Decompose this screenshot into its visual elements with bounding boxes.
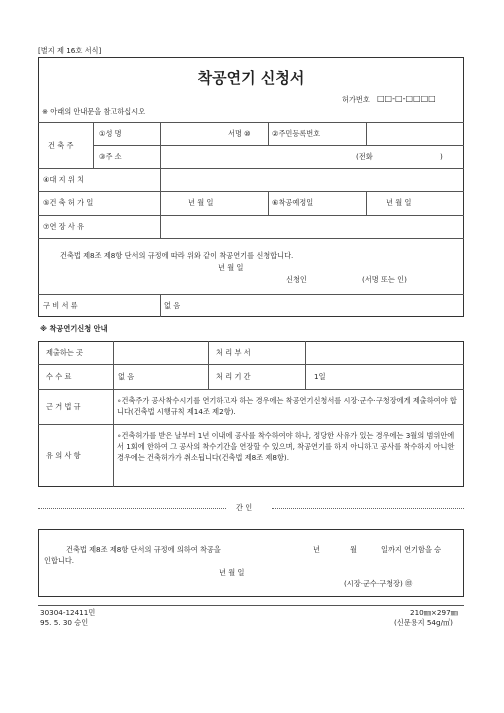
caution-text: ∘건축허가를 받은 날부터 1년 이내에 공사를 착수하여야 하나, 정당한 사유가 있는 경우에는 3월의 범위안에서 1회에 한하여 그 공사의 착수기간을 연장할 수 있으며, 착공연기를 하지 아니하고 공사를 착수하지 아니한 경우에는 건축허가가 취소됩니다(건축법 제8조 제8항). [117,431,455,463]
approval-text-part1: 건축법 제8조 제8항 단서의 규정에 의하여 착공을 [66,545,221,554]
footer-paper-size: 210㎜×297㎜ [410,608,458,617]
phone-close: ) [440,152,443,161]
phone-label: (전화 [356,152,373,161]
approval-text-part3: 인합니다. [44,556,75,565]
notice-text: ※ 아래의 안내문을 참고하십시오 [42,107,146,116]
site-location-label: ④대 지 위 치 [43,175,85,184]
fee-value: 없 음 [118,372,135,381]
start-date-label: ⑥착공예정일 [272,198,314,207]
period-label: 처 리 기 간 [216,372,251,381]
start-date-value: 년 월 일 [386,198,412,207]
caution-label: 유 의 사 항 [46,451,81,460]
permit-date-value: 년 월 일 [188,198,214,207]
footer-code: 30304-12411민 [40,608,96,617]
signature-label: 서명 ⑩ [228,129,251,138]
name-label: ①성 명 [99,129,122,138]
approval-month: 월 [350,545,357,554]
page-title: 착공연기 신청서 [197,69,305,87]
applicant-label: 신청인 [286,275,307,284]
footer-paper-type: (신문용지 54g/㎡) [394,618,453,627]
sign-or-seal: (서명 또는 인) [362,275,407,284]
permit-number-value: □□-□-□□□□ [377,94,436,103]
fee-label: 수 수 료 [46,372,72,381]
approval-date: 년 월 일 [219,568,245,577]
permit-number-label: 허가번호 [342,95,370,104]
form-number: [별지 제 16호 서식] [38,46,102,55]
reason-label: ⑦연 장 사 유 [43,222,85,231]
address-label: ③주 소 [99,152,122,161]
documents-label: 구 비 서 류 [43,301,78,310]
resident-id-label: ②주민등록번호 [272,129,321,138]
owner-group-label: 건 축 주 [48,141,74,150]
approval-year: 년 [313,545,320,554]
footer-approval-date: 95. 5. 30 승인 [40,618,89,627]
law-text: ∘건축주가 공사착수시기를 연기하고자 하는 경우에는 착공연기신청서를 시장·군수·구청장에게 제출하여야 합니다(건축법 시행규칙 제14조 제2항). [117,396,457,417]
statement-date: 년 월 일 [218,263,244,272]
approval-text-part2: 일까지 연기함을 승 [381,545,442,554]
statement-text: 건축법 제8조 제8항 단서의 규정에 따라 위와 같이 착공연기를 신청합니다. [60,251,294,260]
law-label: 근 거 법 규 [46,402,81,411]
guide-title: ※ 착공연기신청 안내 [40,324,108,333]
documents-value: 없 음 [164,301,181,310]
period-value: 1일 [314,372,326,381]
submit-to-label: 제출하는 곳 [46,348,84,357]
department-label: 처 리 부 서 [216,348,251,357]
approval-authority: (시장·군수·구청장) ㊞ [344,579,413,588]
permit-date-label: ⑤건 축 허 가 일 [43,198,94,207]
cut-label: 간 인 [236,503,253,512]
